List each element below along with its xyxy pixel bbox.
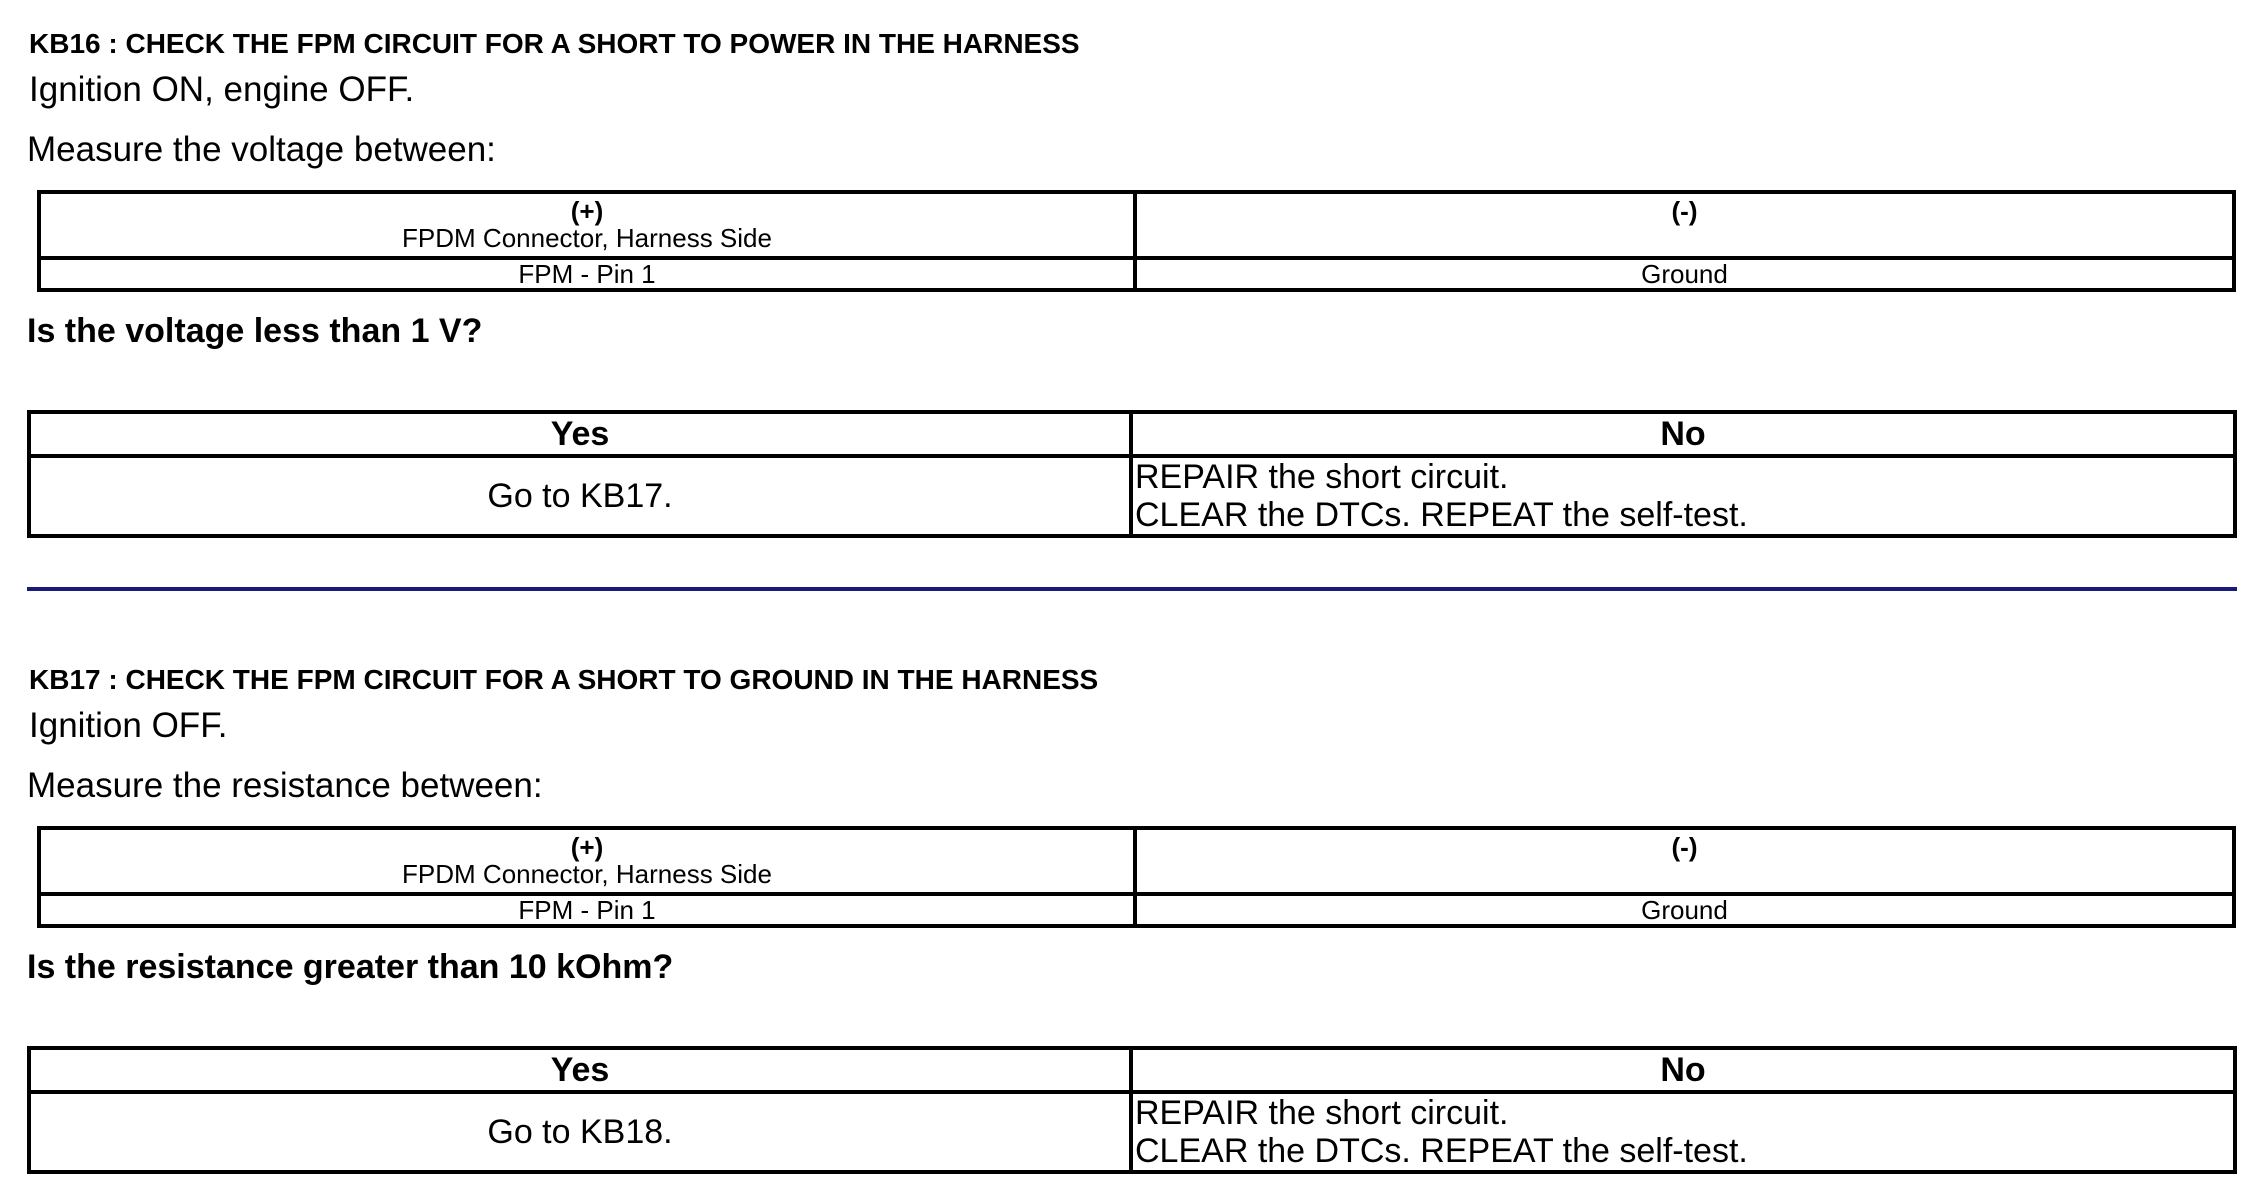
plus-label: (+) — [570, 196, 604, 226]
section-divider — [27, 587, 2237, 591]
minus-value: Ground — [1135, 258, 2234, 290]
no-header: No — [1131, 1048, 2235, 1092]
measurement-table-kb16 — [37, 190, 2236, 292]
step-measure-kb17: Measure the resistance between: — [27, 766, 543, 805]
yes-header: Yes — [29, 412, 1131, 456]
no-action-line-2: CLEAR the DTCs. REPEAT the self-test. — [1135, 1132, 1748, 1170]
question-kb17: Is the resistance greater than 10 kOhm? — [27, 948, 674, 986]
plus-label: (+) — [570, 832, 604, 862]
minus-terminal-cell — [1135, 192, 2234, 258]
plus-terminal-cell — [39, 828, 1135, 894]
no-header: No — [1131, 412, 2235, 456]
plus-value: FPM - Pin 1 — [39, 894, 1135, 926]
plus-description: FPDM Connector, Harness Side — [402, 223, 772, 253]
yes-action: Go to KB18. — [29, 1092, 1131, 1172]
measurement-table-kb17 — [37, 826, 2236, 928]
plus-description: FPDM Connector, Harness Side — [402, 859, 772, 889]
yes-action: Go to KB17. — [29, 456, 1131, 536]
question-kb16: Is the voltage less than 1 V? — [27, 312, 483, 350]
step-condition-kb16: Ignition ON, engine OFF. — [29, 70, 415, 109]
yes-header: Yes — [29, 1048, 1131, 1092]
step-title-kb17: KB17 : CHECK THE FPM CIRCUIT FOR A SHORT TO GROUND IN THE HARNESS — [29, 664, 1099, 695]
step-condition-kb17: Ignition OFF. — [29, 706, 228, 745]
no-action — [1131, 456, 2235, 536]
minus-label: (-) — [1671, 832, 1698, 862]
plus-value: FPM - Pin 1 — [39, 258, 1135, 290]
no-action-line-1: REPAIR the short circuit. — [1135, 1094, 1509, 1132]
minus-terminal-cell — [1135, 828, 2234, 894]
minus-value: Ground — [1135, 894, 2234, 926]
no-action — [1131, 1092, 2235, 1172]
minus-label: (-) — [1671, 196, 1698, 226]
plus-terminal-cell — [39, 192, 1135, 258]
step-measure-kb16: Measure the voltage between: — [27, 130, 496, 169]
step-title-kb16: KB16 : CHECK THE FPM CIRCUIT FOR A SHORT TO POWER IN THE HARNESS — [29, 28, 1080, 59]
answer-table-kb16 — [27, 410, 2237, 538]
no-action-line-2: CLEAR the DTCs. REPEAT the self-test. — [1135, 496, 1748, 534]
answer-table-kb17 — [27, 1046, 2237, 1174]
no-action-line-1: REPAIR the short circuit. — [1135, 458, 1509, 496]
